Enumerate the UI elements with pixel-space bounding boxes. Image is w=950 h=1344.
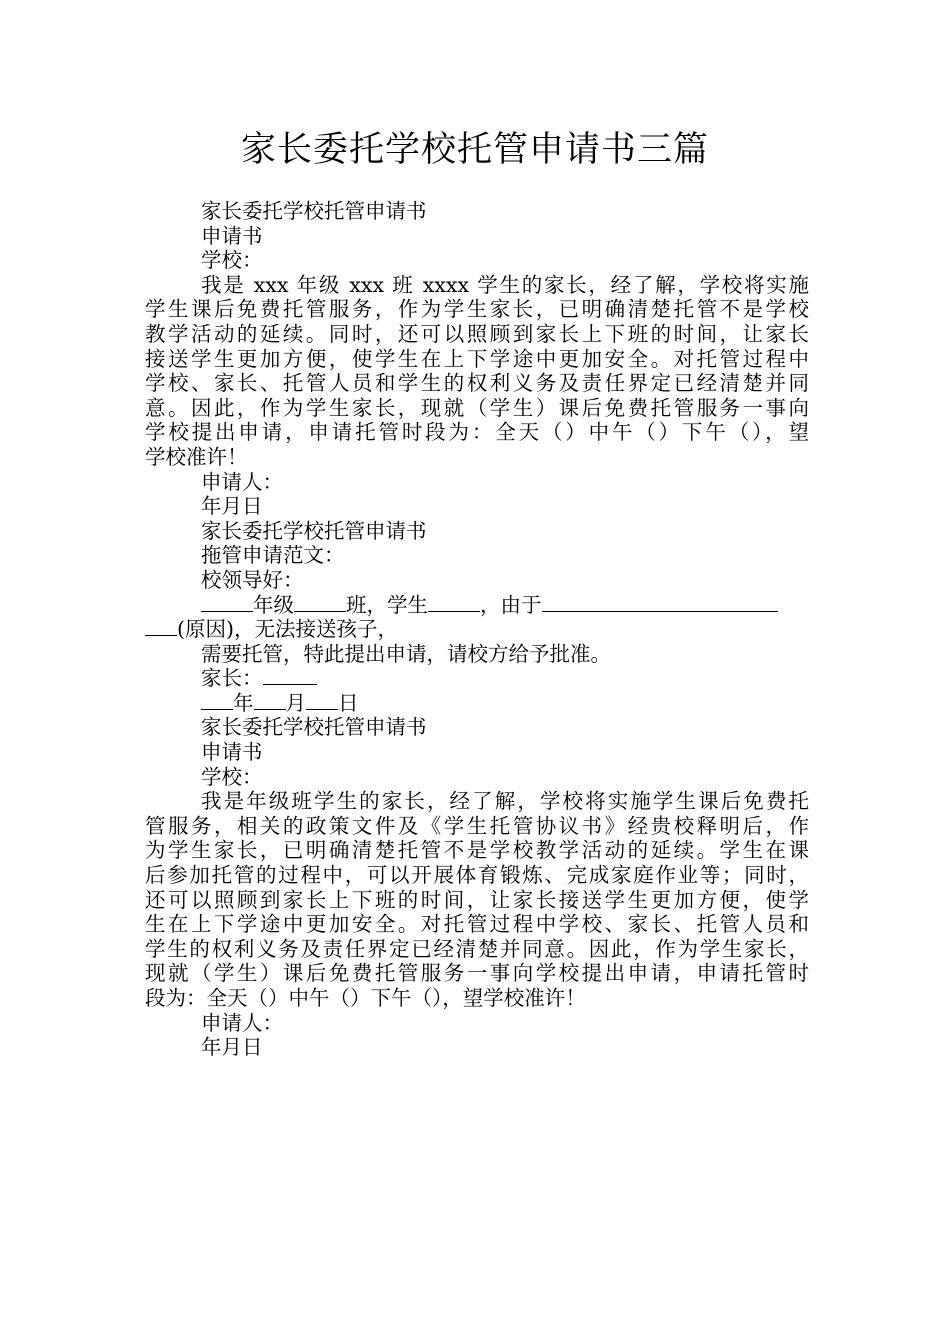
section3-subheading: 申请书	[201, 740, 263, 765]
section3-paragraph-line: 后参加托管的过程中，可以开展体育锻炼、完成家庭作业等；同时，	[145, 863, 809, 888]
section2-request: 需要托管，特此提出申请，请校方给予批准。	[201, 641, 611, 666]
section3-paragraph-line: 我是年级班学生的家长，经了解，学校将实施学生课后免费托	[201, 789, 809, 814]
document-body	[145, 199, 809, 1060]
section1-paragraph-line: 学校、家长、托管人员和学生的权利义务及责任界定已经清楚并同	[145, 371, 809, 396]
date-year-label: 年	[233, 690, 254, 715]
section1-date: 年月日	[201, 494, 263, 519]
document-title: 家长委托学校托管申请书三篇	[240, 130, 709, 170]
blank-parent-field	[263, 666, 317, 685]
section1-paragraph-line: 学校准许！	[145, 444, 248, 469]
fill-grade-text: 年级	[253, 592, 294, 617]
section2-heading: 家长委托学校托管申请书	[201, 518, 427, 543]
blank-class-field	[294, 593, 346, 612]
section1-salutation: 学校：	[201, 248, 263, 273]
section1-paragraph-line: 学生课后免费托管服务，作为学生家长，已明确清楚托管不是学校	[145, 297, 809, 322]
section1-paragraph-line: 接送学生更加方便，使学生在上下学途中更加安全。对托管过程中	[145, 346, 809, 371]
fill-reason-text: ，由于	[480, 592, 542, 617]
section1-subheading: 申请书	[201, 223, 263, 248]
section3-paragraph-line: 段为：全天（）中午（）下午（），望学校准许！	[145, 986, 586, 1010]
section3-paragraph-line: 为学生家长，已明确清楚托管不是学校教学活动的延续。学生在课	[145, 838, 809, 863]
section3-applicant: 申请人：	[201, 1010, 283, 1035]
section3-salutation: 学校：	[201, 764, 263, 789]
section3-paragraph-line: 现就（学生）课后免费托管服务一事向学校提出申请，申请托管时	[145, 961, 809, 986]
fill-cause-text: (原因)，无法接送孩子，	[177, 617, 398, 642]
section1-applicant: 申请人：	[201, 469, 283, 494]
section2-parent-line	[145, 666, 809, 691]
blank-student-field	[428, 593, 480, 612]
section2-fill-line	[145, 593, 809, 618]
blank-day-field	[306, 691, 338, 710]
section1-paragraph-line: 我是 xxx 年级 xxx 班 xxxx 学生的家长，经了解，学校将实施	[201, 272, 809, 297]
blank-grade-field	[201, 593, 253, 612]
section1-paragraph-line: 学校提出申请，申请托管时段为：全天（）中午（）下午（），望	[145, 420, 809, 445]
blank-reason-field	[542, 593, 778, 612]
blank-month-field	[254, 691, 286, 710]
parent-label: 家长：	[201, 666, 263, 691]
section2-subheading: 拖管申请范文：	[201, 543, 345, 568]
section3-paragraph-line: 还可以照顾到家长上下班的时间，让家长接送学生更加方便，使学	[145, 887, 809, 912]
section1-paragraph-line: 意。因此，作为学生家长，现就（学生）课后免费托管服务一事向	[145, 395, 809, 420]
blank-year-field	[201, 691, 233, 710]
blank-reason-continued	[145, 617, 177, 636]
section1-heading: 家长委托学校托管申请书	[201, 199, 427, 223]
section2-cause-line	[145, 617, 809, 642]
section3-paragraph-line: 管服务，相关的政策文件及《学生托管协议书》经贵校释明后，作	[145, 813, 809, 838]
section3-paragraph-line: 生在上下学途中更加安全。对托管过程中学校、家长、托管人员和	[145, 912, 809, 937]
section1-paragraph-line: 教学活动的延续。同时，还可以照顾到家长上下班的时间，让家长	[145, 321, 809, 346]
section3-heading: 家长委托学校托管申请书	[201, 715, 427, 740]
section2-date-line	[145, 691, 809, 716]
section2-salutation: 校领导好：	[201, 567, 304, 592]
date-day-label: 日	[338, 690, 359, 715]
fill-class-text: 班，学生	[346, 592, 428, 617]
section3-paragraph-line: 学生的权利义务及责任界定已经清楚并同意。因此，作为学生家长，	[145, 936, 809, 961]
date-month-label: 月	[285, 690, 306, 715]
section3-date: 年月日	[201, 1035, 263, 1060]
